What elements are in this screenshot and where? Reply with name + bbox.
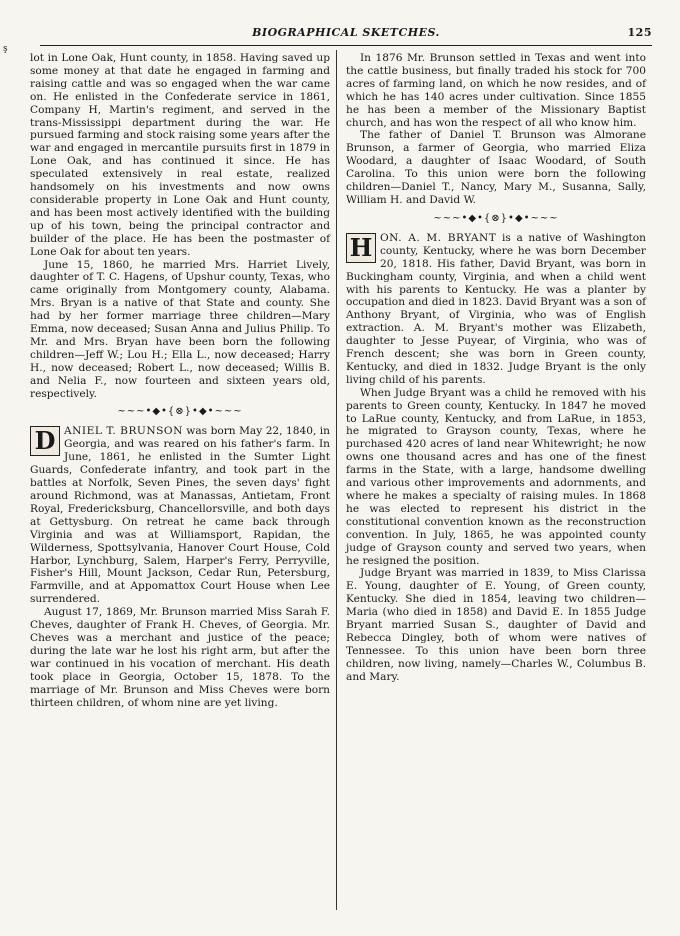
paragraph: lot in Lone Oak, Hunt county, in 1858. Having saved up some money at that date he engaged in farming and raising cattle and was so engaged when the war came on. He enlisted in the Confederate service in 1861, Company H, Martin's regiment, and served in the trans-Mississippi department during the war. He pursued farming and stock raising some years after the war and engaged in mercantile pursuits first in 1879 in Lone Oak, and has continued it since. He has speculated extensively in real estate, realized handsomely on his investments and now owns considerable property in Lone Oak and Hunt county, and has been most actively identified with the building up of his town, being the principal contractor and builder of the place. He has been the postmaster of Lone Oak for about ten years. — [30, 52, 330, 258]
drop-cap-h: H — [346, 233, 376, 263]
margin-mark: ş — [3, 44, 8, 54]
right-column — [346, 52, 646, 684]
paragraph-text: is a native of Washington county, Kentucky, where he was born December 20, 1818. His father, David Bryant, was born in Buckingham county, Virginia, and when a child went with his parents to Kentucky. He was a planter by occupation and died in 1823. David Bryant was a son of Anthony Bryant, of Virginia, who was of English extraction. A. M. Bryant's mother was Elizabeth, daughter to Jesse Puyear, of Virginia, who was of French descent; she was born in Green county, Kentucky, and died in 1832. Judge Bryant is the only living child of his parents. — [346, 231, 647, 386]
subject-name: ON. A. M. BRYANT — [380, 231, 497, 244]
page-number: 125 — [627, 26, 652, 39]
paragraph: Judge Bryant was married in 1839, to Miss Clarissa E. Young, daughter of E. Young, of Green county, Kentucky. She died in 1854, leaving two children—Maria (who died in 1858) and David E. In 1855 Judge Bryant married Susan S., daughter of David and Rebecca Dingley, both of whom were natives of Tennessee. To this union have been born three children, now living, namely—Charles W., Columbus B. and Mary. — [346, 567, 646, 683]
brunson-sketch-opening — [30, 425, 330, 606]
ornament-separator: ~~~•◆•{⊗}•◆•~~~ — [433, 212, 559, 224]
ornament-separator: ~~~•◆•{⊗}•◆•~~~ — [117, 406, 243, 418]
paragraph: August 17, 1869, Mr. Brunson married Miss Sarah F. Cheves, daughter of Frank H. Cheves, of Georgia. Mr. Cheves was a merchant and justice of the peace; during the late war he lost his right arm, but after the war continued in his vocation of merchant. His death took place in Georgia, October 15, 1878. To the marriage of Mr. Brunson and Miss Cheves were born thirteen children, of whom nine are yet living. — [30, 606, 330, 709]
running-header — [40, 26, 652, 44]
paragraph: In 1876 Mr. Brunson settled in Texas and went into the cattle business, but finally traded his stock for 700 acres of farming land, on which he now resides, and of which he has 140 acres under cultivation. Since 1855 he has been a member of the Missionary Baptist church, and has won the respect of all who know him. — [346, 52, 646, 129]
bryant-sketch-opening — [346, 232, 646, 387]
left-column — [30, 52, 330, 709]
drop-cap-d: D — [30, 426, 60, 456]
column-divider — [336, 50, 337, 910]
paragraph-text: was born May 22, 1840, in Georgia, and was reared on his father's farm. In June, 1861, he enlisted in the Sumter Light Guards, Confederate infantry, and took part in the battles at Norfolk, Seven Pines, the seven days' fight around Richmond, was at Manassas, Antietam, Front Royal, Fredericksburg, Chancellorsville, and both days at Gettysburg. On retreat he came back through Virginia and was at Williamsport, Rapidan, the Wilderness, Spottsylvania, Hanover Court House, Cold Harbor, Lynchburg, Salem, Harper's Ferry, Perryville, Fisher's Hill, Mount Jackson, Cedar Run, Petersburg, Farmville, and at Appomattox Court House when Lee surrendered. — [30, 425, 331, 606]
paragraph: The father of Daniel T. Brunson was Almorane Brunson, a farmer of Georgia, who married Eliza Woodard, a daughter of Isaac Woodard, of South Carolina. To this union were born the following children—Daniel T., Nancy, Mary M., Susanna, Sally, William H. and David W. — [346, 129, 646, 206]
paragraph: When Judge Bryant was a child he removed with his parents to Green county, Kentucky. In 1847 he moved to LaRue county, Kentucky, and from LaRue, in 1853, he migrated to Grayson county, Texas, where he purchased 420 acres of land near Whitewright; he now owns one thousand acres and has one of the finest farms in the State, with a large, handsome dwelling and various other improvements and adornments, and where he makes a specialty of raising mules. In 1868 he was elected to represent his district in the constitutional convention known as the reconstruction convention. In July, 1865, he was appointed county judge of Grayson county and served two years, when he resigned the position. — [346, 386, 646, 567]
header-title: BIOGRAPHICAL SKETCHES. — [252, 26, 440, 39]
header-rule — [40, 45, 652, 46]
subject-name: ANIEL T. BRUNSON — [64, 425, 183, 438]
paragraph: June 15, 1860, he married Mrs. Harriet Lively, daughter of T. C. Hagens, of Upshur county, Texas, who came originally from Montgomery county, Alabama. Mrs. Bryan is a native of that State and county. She had by her former marriage three children—Mary Emma, now deceased; Susan Anna and Julius Philip. To Mr. and Mrs. Bryan have been born the following children—Jeff W.; Lou H.; Ella L., now deceased; Harry H., now deceased; Robert L., now deceased; Willis B. and Nelia F., now fourteen and sixteen years old, respectively. — [30, 258, 330, 400]
